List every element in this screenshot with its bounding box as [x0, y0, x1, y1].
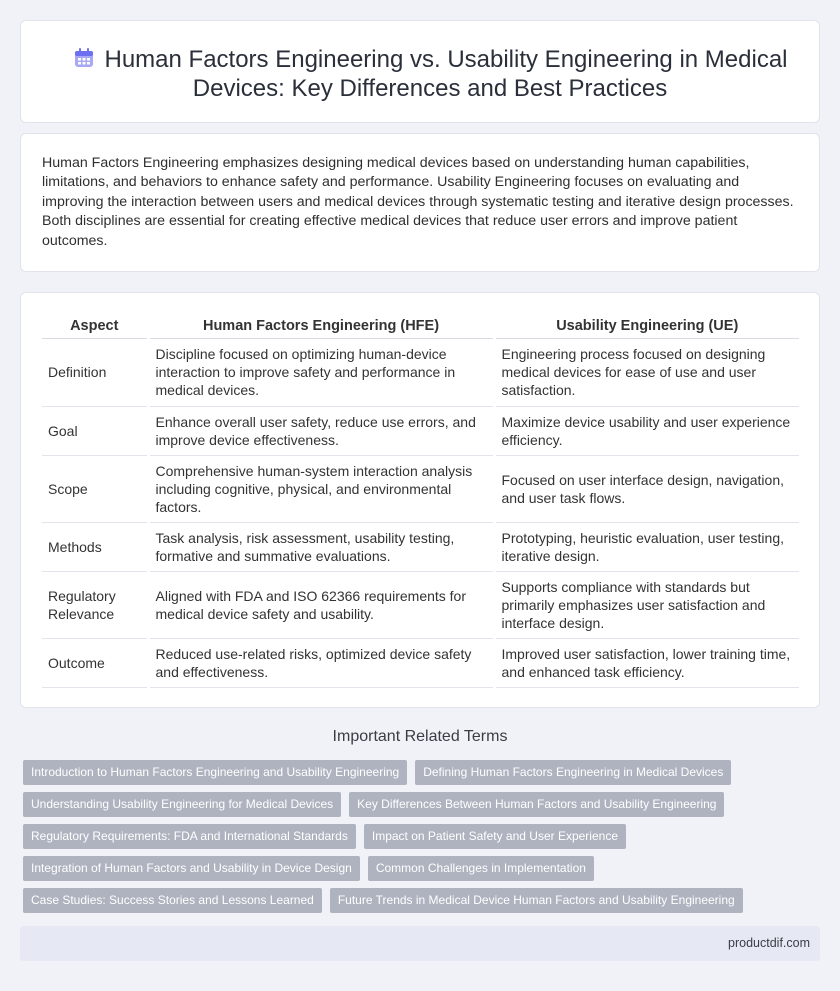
table-row	[42, 638, 799, 687]
related-term-link[interactable]: Defining Human Factors Engineering in Medical Devices	[415, 760, 731, 785]
header-ue: Usability Engineering (UE)	[494, 316, 799, 338]
summary-text: Human Factors Engineering emphasizes designing medical devices based on understanding human capabilities, limitations, and behaviors to enhance safety and performance. Usability Engineering focuses on evaluating and improving the interaction between users and medical devices through systematic testing and iterative design processes. Both disciplines are essential for creating effective medical devices that reduce user errors and improve patient outcomes.	[42, 155, 794, 249]
related-term-link[interactable]: Integration of Human Factors and Usability in Device Design	[23, 856, 360, 881]
table-header-row	[42, 316, 799, 338]
tag-row	[23, 824, 813, 849]
related-term-link[interactable]: Future Trends in Medical Device Human Factors and Usability Engineering	[330, 888, 743, 913]
table-row	[42, 455, 799, 522]
row-hfe: Enhance overall user safety, reduce use errors, and improve device effectiveness.	[148, 406, 494, 455]
comparison-table	[42, 316, 799, 688]
row-hfe: Reduced use-related risks, optimized device safety and effectiveness.	[148, 638, 494, 687]
summary-card	[20, 133, 820, 272]
row-hfe: Discipline focused on optimizing human-device interaction to improve safety and performance in medical devices.	[148, 338, 494, 406]
calendar-icon	[73, 47, 95, 69]
row-hfe: Comprehensive human-system interaction analysis including cognitive, physical, and environmental factors.	[148, 455, 494, 522]
footer-site[interactable]: productdif.com	[728, 936, 810, 950]
tag-row	[23, 792, 813, 817]
related-term-link[interactable]: Understanding Usability Engineering for Medical Devices	[23, 792, 341, 817]
row-ue: Improved user satisfaction, lower training time, and enhanced task efficiency.	[494, 638, 799, 687]
header-aspect: Aspect	[42, 316, 148, 338]
footer	[20, 926, 820, 961]
row-ue: Engineering process focused on designing medical devices for ease of use and user satisfaction.	[494, 338, 799, 406]
related-term-link[interactable]: Introduction to Human Factors Engineering and Usability Engineering	[23, 760, 407, 785]
related-term-link[interactable]: Impact on Patient Safety and User Experience	[364, 824, 626, 849]
comparison-card	[20, 292, 820, 708]
row-hfe: Task analysis, risk assessment, usability testing, formative and summative evaluations.	[148, 522, 494, 571]
related-term-link[interactable]: Regulatory Requirements: FDA and International Standards	[23, 824, 356, 849]
row-ue: Supports compliance with standards but primarily emphasizes user satisfaction and interface design.	[494, 571, 799, 638]
row-aspect: Goal	[42, 406, 148, 455]
page-title: Human Factors Engineering vs. Usability Engineering in Medical Devices: Key Differences and Best Practices	[104, 46, 788, 102]
row-hfe: Aligned with FDA and ISO 62366 requirements for medical device safety and usability.	[148, 571, 494, 638]
related-terms-title: Important Related Terms	[332, 728, 508, 745]
row-aspect: Methods	[42, 522, 148, 571]
row-ue: Prototyping, heuristic evaluation, user testing, iterative design.	[494, 522, 799, 571]
table-row	[42, 571, 799, 638]
related-term-link[interactable]: Common Challenges in Implementation	[368, 856, 594, 881]
row-aspect: Definition	[42, 338, 148, 406]
row-aspect: Scope	[42, 455, 148, 522]
row-aspect: Regulatory Relevance	[42, 571, 148, 638]
tag-row	[23, 888, 813, 913]
related-terms-list	[23, 760, 813, 920]
tag-row	[23, 760, 813, 785]
title-card	[20, 20, 820, 123]
tag-row	[23, 856, 813, 881]
header-hfe: Human Factors Engineering (HFE)	[148, 316, 494, 338]
table-row	[42, 522, 799, 571]
related-term-link[interactable]: Case Studies: Success Stories and Lessons Learned	[23, 888, 322, 913]
table-row	[42, 406, 799, 455]
table-row	[42, 338, 799, 406]
row-ue: Focused on user interface design, navigation, and user task flows.	[494, 455, 799, 522]
row-ue: Maximize device usability and user experience efficiency.	[494, 406, 799, 455]
row-aspect: Outcome	[42, 638, 148, 687]
page-title-wrap	[61, 45, 799, 103]
related-term-link[interactable]: Key Differences Between Human Factors and Usability Engineering	[349, 792, 724, 817]
